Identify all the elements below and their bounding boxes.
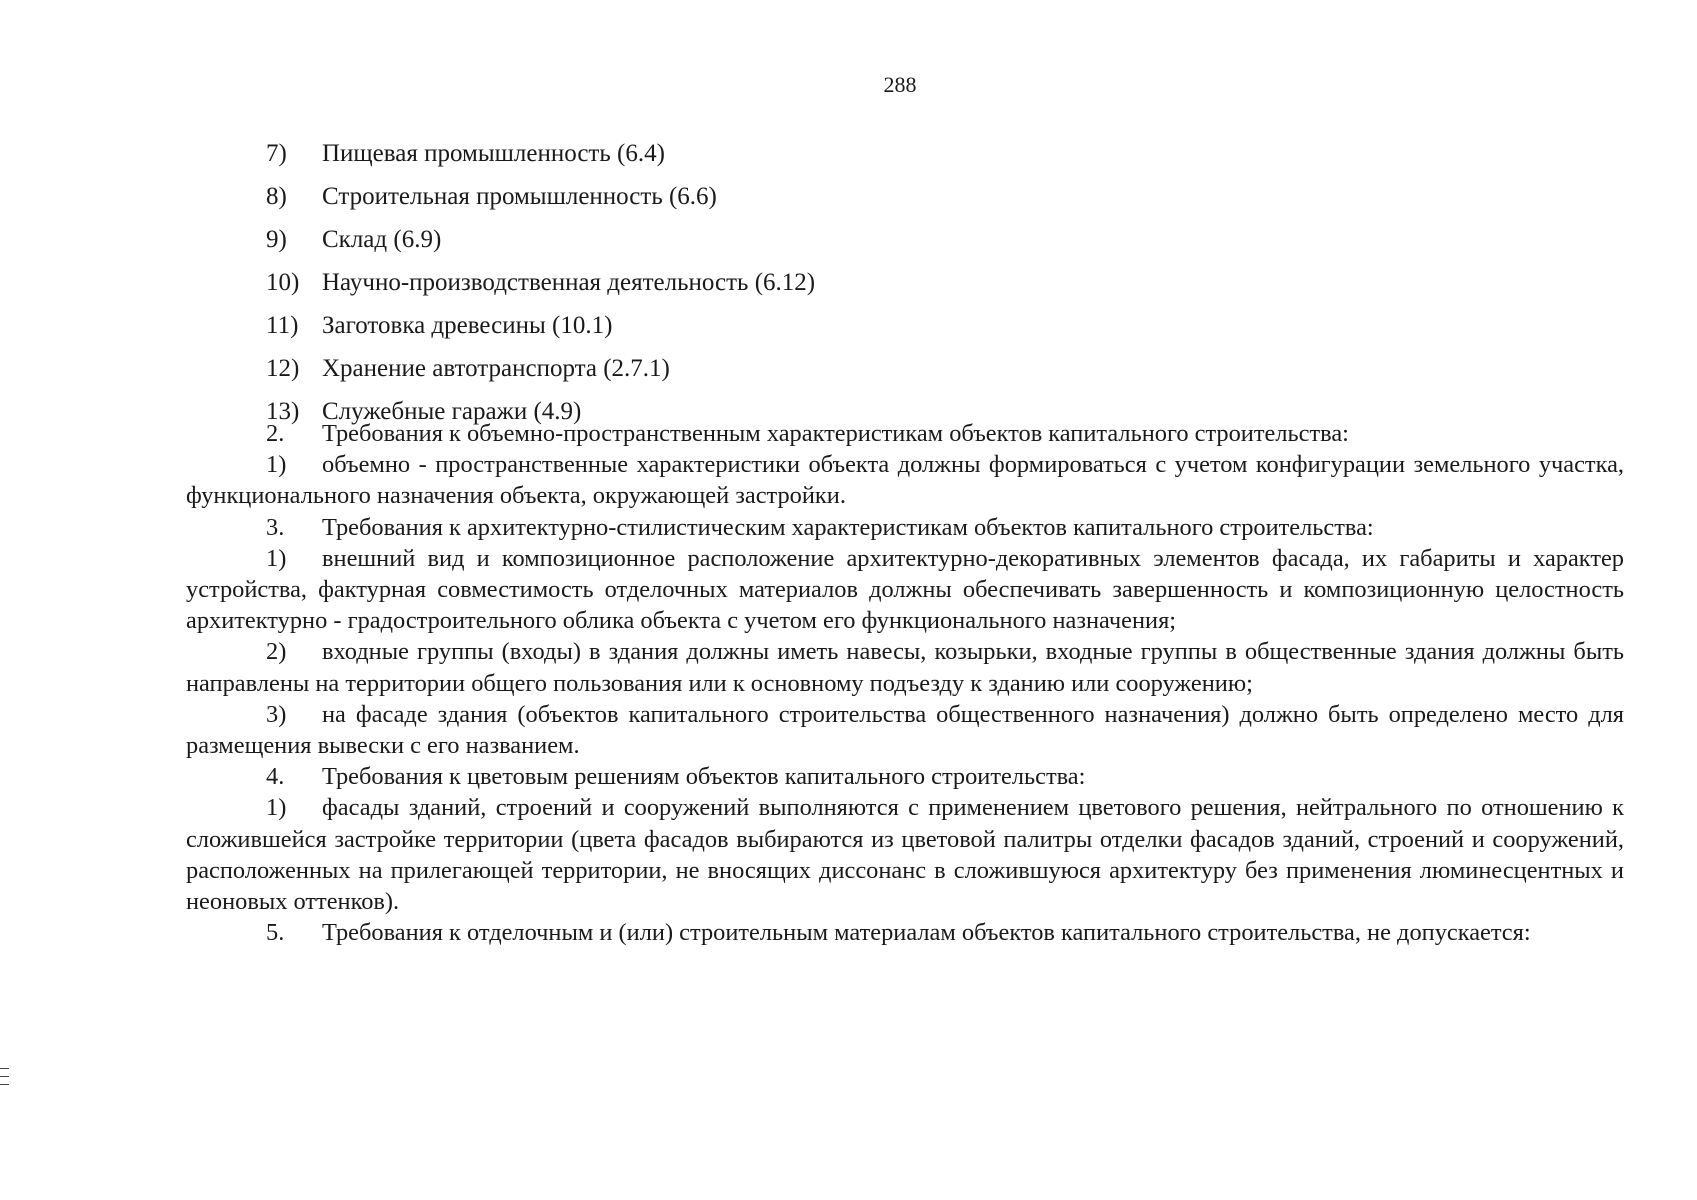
section-heading xyxy=(186,917,1624,948)
item-number: 1) xyxy=(266,544,287,572)
margin-line xyxy=(0,1084,9,1085)
paragraph xyxy=(186,792,1624,917)
section-number: 5. xyxy=(266,919,285,947)
paragraph-text: Требования к архитектурно-стилистическим характеристикам объектов капитального строительства: xyxy=(322,513,1374,541)
margin-line xyxy=(0,1076,9,1077)
list-item xyxy=(266,132,815,175)
section-heading xyxy=(186,418,1624,449)
list-item-number: 13) xyxy=(266,398,300,425)
section-number: 2. xyxy=(266,420,285,447)
paragraph-text: Требования к объемно-пространственным характеристикам объектов капитального строительства: xyxy=(322,420,1349,447)
list-item-text: Хранение автотранспорта (2.7.1) xyxy=(322,355,670,382)
list-item-number: 10) xyxy=(266,269,300,296)
paragraph-text: фасады зданий, строений и сооружений выполняются с применением цветового решения, нейтрального по отношению к сложившейся застройке территории (цвета фасадов выбираются из цветовой палитры отделки фасадов зданий, строений и сооружений, расположенных на прилегающей территории, не вносящих диссонанс в сложившуюся архитектуру без применения люминесцентных и неоновых оттенков). xyxy=(186,794,1624,916)
paragraph xyxy=(186,449,1624,511)
item-number: 1) xyxy=(266,794,287,822)
list-item-text: Служебные гаражи (4.9) xyxy=(322,398,582,425)
list-item-number: 11) xyxy=(266,312,299,339)
section-heading xyxy=(186,512,1624,543)
list-item xyxy=(266,304,815,347)
list-item-number: 9) xyxy=(266,226,287,253)
paragraph xyxy=(186,699,1624,761)
margin-marks xyxy=(0,1068,9,1092)
item-number: 2) xyxy=(266,638,287,666)
section-number: 4. xyxy=(266,763,285,791)
list-item-number: 12) xyxy=(266,355,300,382)
list-item-number: 8) xyxy=(266,183,287,210)
list-item xyxy=(266,175,815,218)
paragraph-text: Требования к отделочным и (или) строительным материалам объектов капитального строительства, не допускается: xyxy=(322,919,1531,947)
page-number: 288 xyxy=(883,72,917,97)
list-item-text: Пищевая промышленность (6.4) xyxy=(322,140,665,167)
list-item-text: Склад (6.9) xyxy=(322,226,442,253)
margin-line xyxy=(0,1068,9,1069)
list-item-text: Строительная промышленность (6.6) xyxy=(322,183,717,210)
paragraph-text: объемно - пространственные характеристики объекта должны формироваться с учетом конфигурации земельного участка, функционального назначения объекта, окружающей застройки. xyxy=(186,451,1624,510)
list-item-number: 7) xyxy=(266,140,287,167)
permitted-use-list xyxy=(266,132,815,433)
paragraph-text: Требования к цветовым решениям объектов капитального строительства: xyxy=(322,763,1086,791)
paragraph-text: на фасаде здания (объектов капитального строительства общественного назначения) должно быть определено место для размещения вывески с его названием. xyxy=(186,700,1624,760)
list-item-text: Заготовка древесины (10.1) xyxy=(322,312,613,339)
paragraph xyxy=(186,543,1624,637)
paragraph xyxy=(186,636,1624,698)
item-number: 1) xyxy=(266,451,287,479)
requirements-body xyxy=(186,418,1624,948)
item-number: 3) xyxy=(266,700,287,728)
list-item xyxy=(266,347,815,390)
paragraph-text: внешний вид и композиционное расположение архитектурно-декоративных элементов фасада, их габариты и характер устройства, фактурная совместимость отделочных материалов должны обеспечивать завершенность и композиционную целостность архитектурно - градостроительного облика объекта с учетом его функционального назначения; xyxy=(186,544,1624,635)
list-item xyxy=(266,261,815,304)
paragraph-text: входные группы (входы) в здания должны иметь навесы, козырьки, входные группы в общественные здания должны быть направлены на территории общего пользования или к основному подъезду к зданию или сооружению; xyxy=(186,638,1624,697)
section-number: 3. xyxy=(266,513,285,541)
list-item-text: Научно-производственная деятельность (6.12) xyxy=(322,269,816,296)
list-item xyxy=(266,218,815,261)
section-heading xyxy=(186,761,1624,792)
